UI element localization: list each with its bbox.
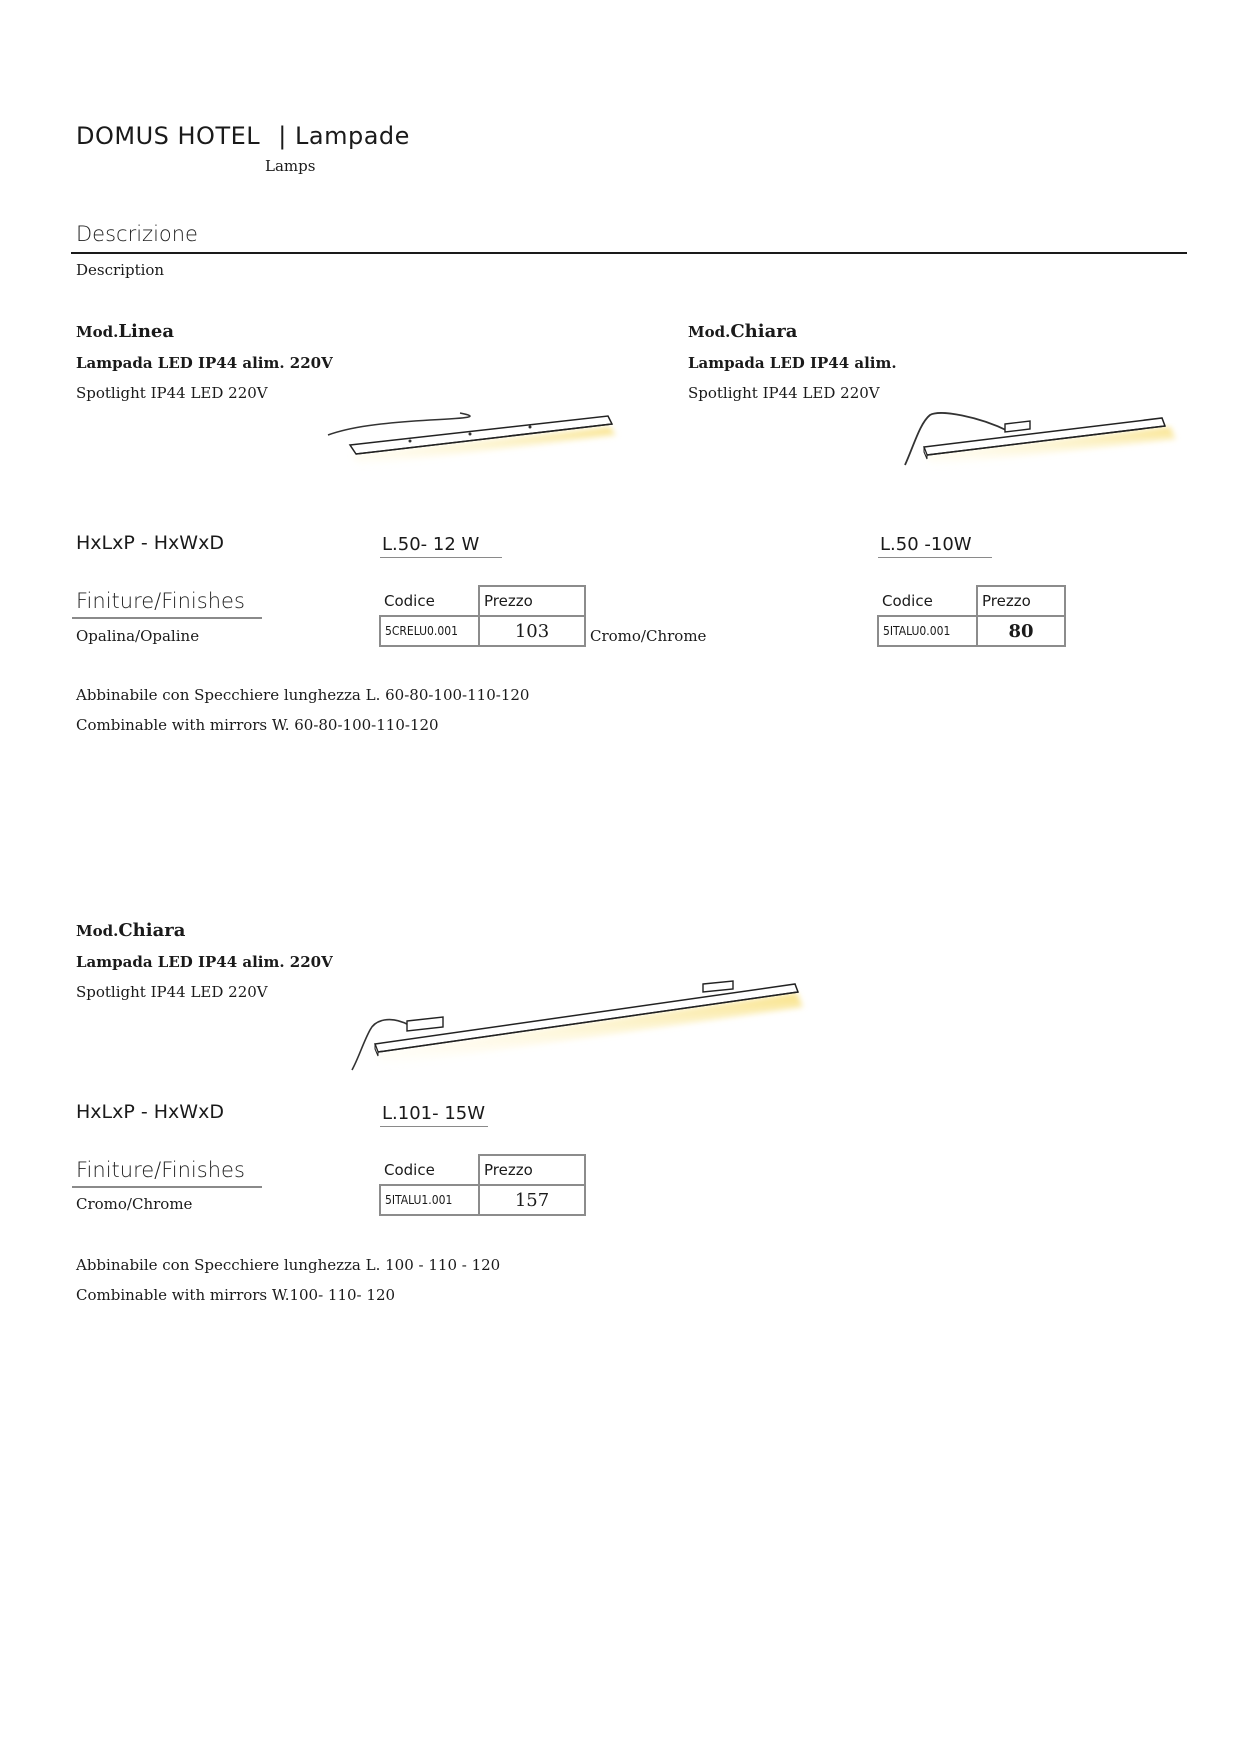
brand-title	[76, 122, 410, 150]
lamp-linea-illustration	[320, 405, 620, 485]
lamp-chiara-long-illustration	[345, 975, 805, 1075]
size-underline	[380, 557, 502, 558]
finishes-label: Finiture/Finishes	[76, 589, 245, 613]
product-description-it: Lampada LED IP44 alim. 220V	[76, 953, 333, 971]
model-prefix: Mod.	[688, 323, 731, 341]
finishes-underline	[72, 1186, 262, 1188]
product-price: 80	[977, 616, 1065, 646]
product-description-en: Spotlight IP44 LED 220V	[688, 384, 880, 402]
size-chiara-long: L.101- 15W	[382, 1103, 486, 1124]
price-table-chiara-small	[877, 585, 1066, 647]
price-table-linea	[379, 585, 586, 647]
finish-linea: Opalina/Opaline	[76, 627, 200, 645]
dimensions-label: HxLxP - HxWxD	[76, 532, 224, 554]
finishes-underline	[72, 617, 262, 619]
compat-it: Abbinabile con Specchiere lunghezza L. 100 - 110 - 120	[76, 1256, 501, 1274]
compat-en: Combinable with mirrors W.100- 110- 120	[76, 1286, 396, 1304]
finish-chiara-long: Cromo/Chrome	[76, 1195, 193, 1213]
product-description-en: Spotlight IP44 LED 220V	[76, 983, 268, 1001]
model-name: Chiara	[730, 321, 798, 342]
model-heading-chiara	[688, 321, 797, 342]
model-name: Chiara	[118, 920, 186, 941]
size-linea: L.50- 12 W	[382, 534, 480, 555]
category-subtitle: Lamps	[265, 157, 316, 175]
price-header: Prezzo	[479, 1155, 585, 1185]
size-chiara-small: L.50 -10W	[880, 534, 972, 555]
brand-separator: |	[278, 122, 287, 150]
code-header: Codice	[380, 1155, 479, 1185]
size-underline	[380, 1126, 488, 1127]
model-name: Linea	[118, 321, 175, 342]
dimensions-label: HxLxP - HxWxD	[76, 1101, 224, 1123]
product-description-en: Spotlight IP44 LED 220V	[76, 384, 268, 402]
product-price: 157	[479, 1185, 585, 1215]
model-prefix: Mod.	[76, 323, 119, 341]
section-subtitle: Description	[76, 261, 165, 279]
product-price: 103	[479, 616, 585, 646]
product-description-it: Lampada LED IP44 alim. 220V	[76, 354, 333, 372]
model-heading-chiara-long	[76, 920, 185, 941]
price-header: Prezzo	[977, 586, 1065, 616]
model-prefix: Mod.	[76, 922, 119, 940]
size-underline	[878, 557, 992, 558]
price-table-chiara-long	[379, 1154, 586, 1216]
finishes-label: Finiture/Finishes	[76, 1158, 245, 1182]
product-code: 5CRELU0.001	[380, 616, 479, 646]
product-code: 5ITALU1.001	[380, 1185, 479, 1215]
product-code: 5ITALU0.001	[878, 616, 977, 646]
section-divider	[71, 252, 1187, 254]
category-title: Lampade	[295, 122, 410, 150]
product-description-it: Lampada LED IP44 alim.	[688, 354, 897, 372]
code-header: Codice	[878, 586, 977, 616]
finish-chiara-small: Cromo/Chrome	[590, 627, 707, 645]
model-heading-linea	[76, 321, 174, 342]
price-header: Prezzo	[479, 586, 585, 616]
compat-en: Combinable with mirrors W. 60-80-100-110-120	[76, 716, 439, 734]
section-title: Descrizione	[76, 222, 198, 246]
brand-name: DOMUS HOTEL	[76, 122, 261, 150]
compat-it: Abbinabile con Specchiere lunghezza L. 60-80-100-110-120	[76, 686, 530, 704]
code-header: Codice	[380, 586, 479, 616]
lamp-chiara-small-illustration	[900, 405, 1180, 475]
